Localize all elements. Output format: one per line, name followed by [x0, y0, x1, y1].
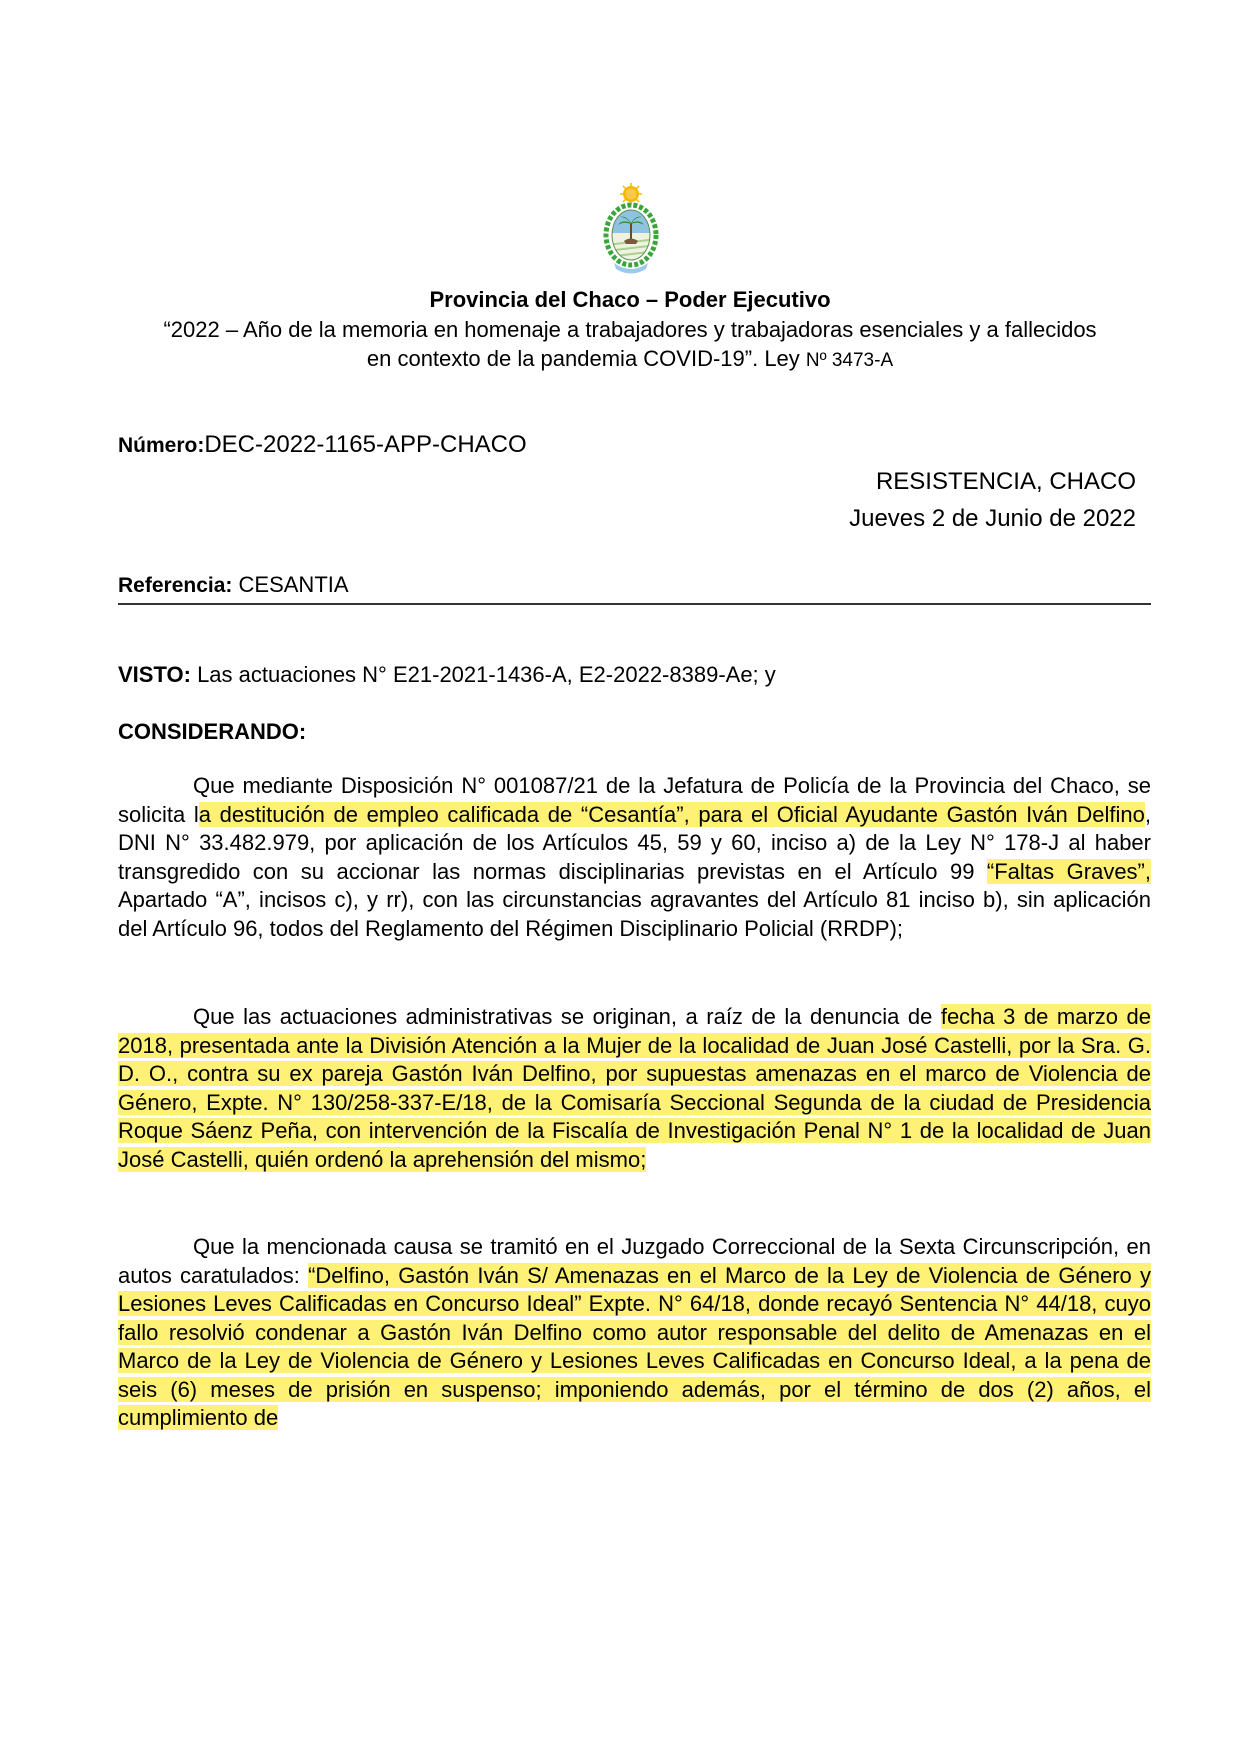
motto-text: “2022 – Año de la memoria en homenaje a trabajadores y trabajadoras esenciales y a fallecidos en contexto de la pandemia COVID-19”. Ley	[163, 317, 1097, 371]
referencia-label: Referencia:	[118, 574, 233, 597]
reference	[118, 570, 349, 601]
highlighted-text: “Delfino, Gastón Iván S/ Amenazas en el Marco de la Ley de Violencia de Género y Lesiones Leves Calificadas en Concurso Ideal” Expte. N° 64/18, donde recayó Sentencia N° 44/18, cuyo fallo resolvió condenar a Gastón Iván Delfino como autor responsable del delito de Amenazas en el Marco de la Ley de Violencia de Género y Lesiones Leves Calificadas en Concurso Ideal, a la pena de seis (6) meses de prisión en suspenso; imponiendo además, por el término de dos (2) años, el cumplimiento de	[118, 1262, 1151, 1430]
numero-label: Número:	[118, 434, 205, 457]
coat-of-arms-icon	[602, 183, 660, 275]
paragraph	[118, 1233, 1151, 1433]
paragraph-text: Que la mencionada causa se tramitó en el Juzgado Correccional de la Sexta Circunscripción, en autos caratulados:	[118, 1234, 1151, 1288]
paragraph	[118, 1003, 1151, 1174]
referencia-value: CESANTIA	[238, 572, 349, 597]
paragraph-text: , DNI N° 33.482.979, por aplicación de los Artículos 45, 59 y 60, inciso a) de la Ley N° 178-J al haber transgredido con su accionar las normas disciplinarias previstas en el Artículo 99	[118, 801, 1151, 884]
header-title: Provincia del Chaco – Poder Ejecutivo	[429, 287, 831, 312]
visto-text: Las actuaciones N° E21-2021-1436-A, E2-2022-8389-Ae; y	[190, 662, 776, 687]
highlighted-text: “Faltas Graves”,	[986, 858, 1151, 884]
considerando-heading: CONSIDERANDO:	[118, 719, 307, 744]
paragraph-text: Apartado “A”, incisos c), y rr), con las circunstancias agravantes del Artículo 81 inciso b), sin aplicación del Artículo 96, todos del Reglamento del Régimen Disciplinario Policial (RRDP);	[118, 887, 1151, 941]
highlighted-text: fecha 3 de marzo de 2018, presentada ante la División Atención a la Mujer de la localidad de Juan José Castelli, por la Sra. G. D. O., contra su ex pareja Gastón Iván Delfino, por supuestas amenazas en el marco de Violencia de Género, Expte. N° 130/258-337-E/18, de la Comisaría Seccional Segunda de la ciudad de Presidencia Roque Sáenz Peña, con intervención de la Fiscalía de Investigación Penal N° 1 de la localidad de Juan José Castelli, quién ordenó la aprehensión del mismo;	[118, 1004, 1151, 1172]
visto-section	[118, 661, 776, 689]
header-motto	[160, 315, 1100, 375]
highlighted-text: a destitución de empleo calificada de “Cesantía”, para el Oficial Ayudante Gastón Iván Delfino	[198, 801, 1145, 827]
motto-law: Nº 3473-A	[805, 350, 894, 371]
paragraph-text: Que mediante Disposición N° 001087/21 de la Jefatura de Policía de la Provincia del Chaco, se solicita l	[118, 773, 1151, 827]
paragraph-text: Que las actuaciones administrativas se originan, a raíz de la denuncia de	[193, 1004, 941, 1029]
reference-divider	[118, 603, 1151, 605]
document-date: Jueves 2 de Junio de 2022	[849, 505, 1136, 532]
numero-value: DEC-2022-1165-APP-CHACO	[204, 431, 527, 458]
visto-label: VISTO:	[118, 662, 191, 687]
document-number	[118, 430, 527, 461]
paragraph	[118, 772, 1151, 943]
city: RESISTENCIA, CHACO	[875, 468, 1136, 495]
